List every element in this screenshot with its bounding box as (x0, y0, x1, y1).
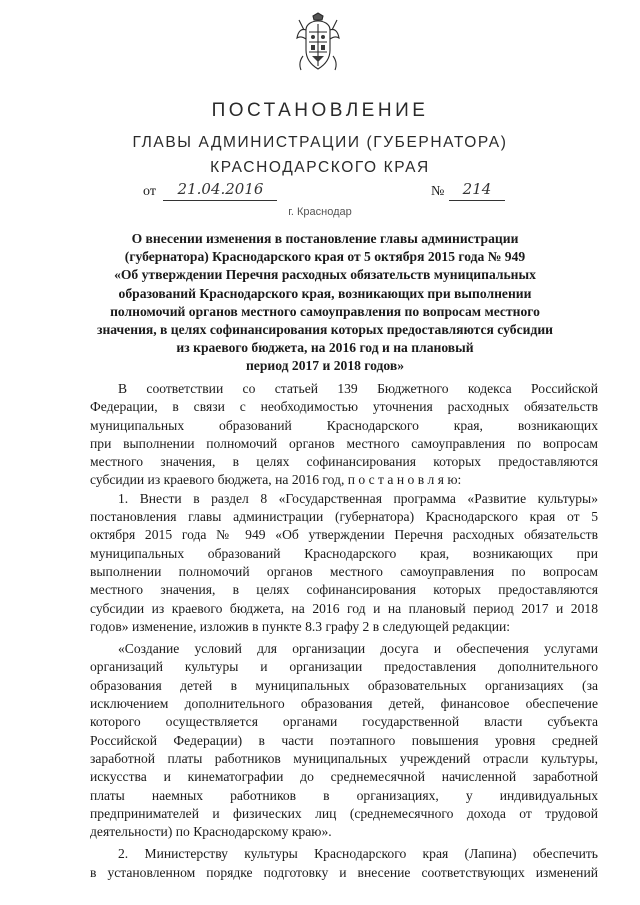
body-line: предпринимателей и физических лиц (среднемесячного дохода от трудовой (90, 805, 598, 821)
body-line: платы наемных работников в организациях, у индивидуальных (90, 787, 598, 803)
body-line: выполнении полномочий органов местного самоуправления по вопросам (90, 563, 598, 579)
coat-of-arms-emblem (295, 12, 341, 74)
body-line: Федерации, в связи с необходимостью уточнения расходных обязательств (90, 399, 598, 415)
body-line: октября 2015 года № 949 «Об утверждении Перечня расходных обязательств (90, 527, 598, 543)
heading-line: «Об утверждении Перечня расходных обязательств муниципальных (114, 267, 536, 283)
body-line: организаций культуры и организации предоставления дополнительного (90, 659, 598, 675)
body-line: местного значения, в целях софинансирования которых предоставляются (90, 582, 598, 598)
body-line: образования детей в муниципальных образовательных организациях (за (90, 677, 598, 693)
city-label: г. Краснодар (288, 206, 352, 218)
date-value: 21.04.2016 (177, 180, 264, 198)
heading-line: полномочий органов местного самоуправления по вопросам местного (110, 303, 540, 319)
body-line: заработной платы работников муниципальных учреждений отрасли культуры, (90, 750, 598, 766)
body-line: муниципальных образований Краснодарского края, возникающих (90, 417, 598, 433)
date-number-row (0, 181, 640, 205)
body-line: которого осуществляется органами государственной власти субъекта (90, 714, 598, 730)
heading-line: О внесении изменения в постановление главы администрации (131, 231, 519, 246)
date-label: от (143, 184, 156, 199)
body-line: 1. Внести в раздел 8 «Государственная программа «Развитие культуры» (118, 490, 598, 506)
issuer-line-1: ГЛАВЫ АДМИНИСТРАЦИИ (ГУБЕРНАТОРА) (132, 134, 508, 151)
paragraph-preamble (90, 380, 598, 490)
body-line: деятельности) по Краснодарскому краю». (90, 824, 332, 840)
number-value: 214 (462, 180, 492, 198)
number-underline (449, 200, 505, 201)
body-line: местного значения, в целях софинансирования которых предоставляются (90, 454, 598, 470)
document-body (90, 380, 598, 882)
number-label: № (431, 184, 445, 199)
body-line: исключением дополнительного образования детей, финансовое обеспечение (90, 696, 598, 712)
body-line: субсидии из краевого бюджета, на 2016 год, п о с т а н о в л я ю: (90, 472, 462, 488)
body-line: 2. Министерству культуры Краснодарского края (Лапина) обеспечить (118, 846, 598, 862)
date-underline (163, 200, 277, 201)
issuer-line-2: КРАСНОДАРСКОГО КРАЯ (210, 159, 430, 176)
body-line: постановления главы администрации (губернатора) Краснодарского края от 5 (90, 509, 598, 525)
heading-line: (губернатора) Краснодарского края от 5 октября 2015 года № 949 (124, 249, 526, 265)
body-line: Российской Федерации) в части поэтапного повышения уровня средней (90, 732, 598, 748)
heading-line: из краевого бюджета, на 2016 год и на плановый (176, 340, 474, 356)
body-line: В соответствии со статьей 139 Бюджетного кодекса Российской (118, 381, 598, 396)
body-line: при выполнении полномочий органов местного самоуправления по вопросам (90, 435, 598, 451)
body-line: искусства и кинематографии до среднемесячной начисленной заработной (90, 769, 598, 785)
paragraph-item-1 (90, 490, 598, 636)
body-line: годов» изменение, изложив в пункте 8.3 графу 2 в следующей редакции: (90, 618, 511, 634)
paragraph-quoted-text (90, 640, 598, 841)
heading-line: образований Краснодарского края, возникающих при выполнении (118, 285, 532, 301)
heading-line: значения, в целях софинансирования которых предоставляются субсидии (96, 322, 553, 338)
heading-line: период 2017 и 2018 годов» (245, 358, 405, 374)
paragraph-item-2 (90, 845, 598, 882)
body-line: «Создание условий для организации досуга и обеспечения услугами (118, 641, 598, 657)
document-title: ПОСТАНОВЛЕНИЕ (211, 100, 429, 121)
body-line: в установленном порядке подготовку и внесение соответствующих изменений (90, 864, 598, 880)
document-heading (95, 230, 555, 376)
body-line: муниципальных образований Краснодарского края, возникающих при (90, 545, 598, 561)
body-line: субсидии из краевого бюджета, на 2016 год и на плановый период 2017 и 2018 (90, 600, 598, 616)
